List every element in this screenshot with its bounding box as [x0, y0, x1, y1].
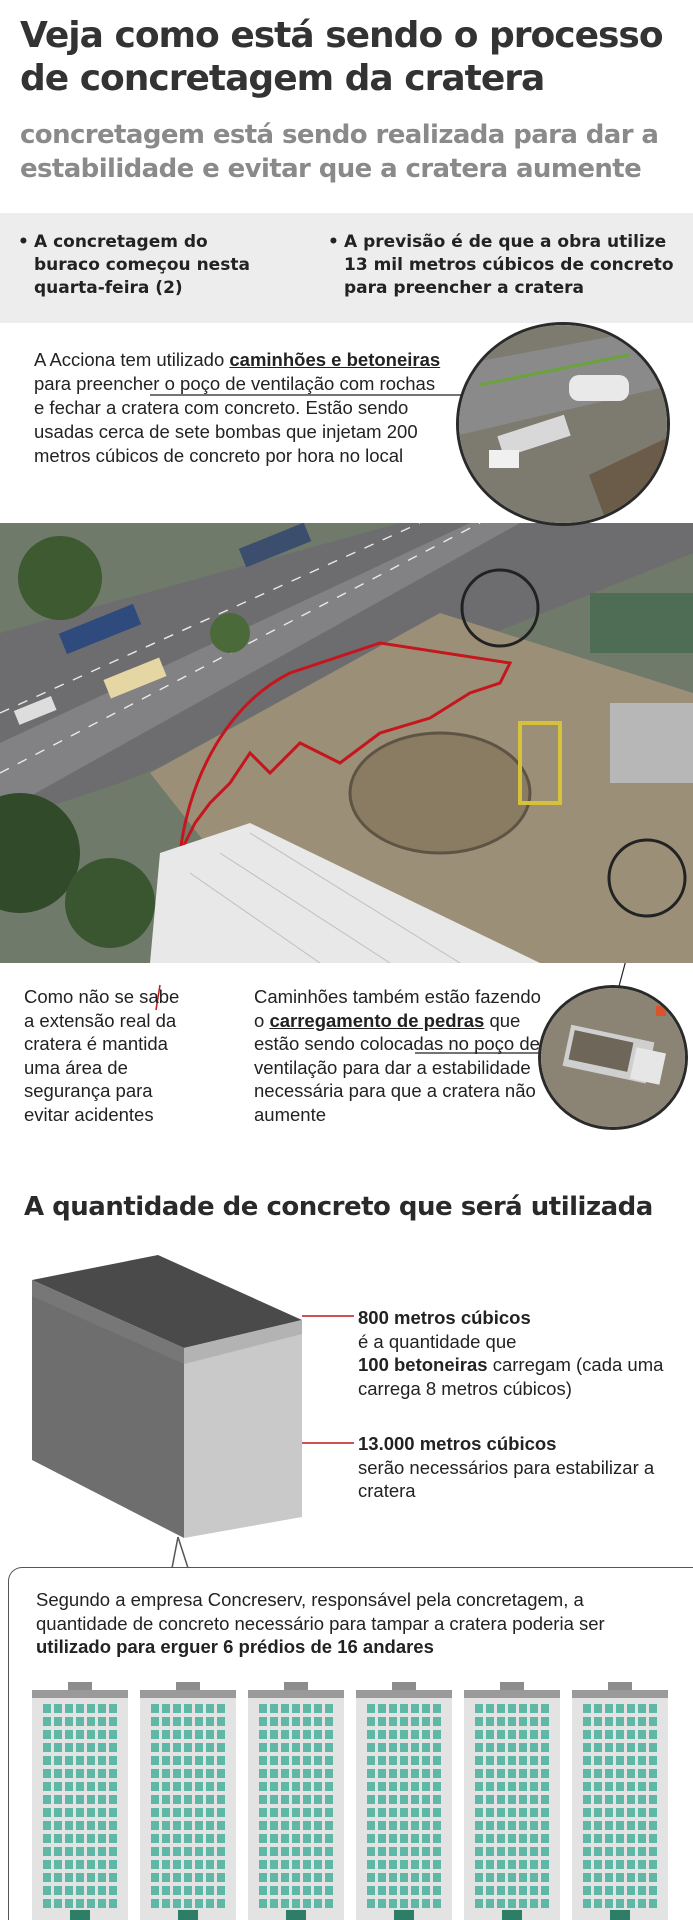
annotation-stones-loading — [254, 985, 544, 1126]
acciona-highlight: caminhões e betoneiras — [229, 349, 441, 370]
concrete-cube-icon — [28, 1252, 308, 1557]
building-icon — [572, 1682, 668, 1920]
building-icon — [356, 1682, 452, 1920]
zoom-circle-trucks-icon — [456, 322, 670, 526]
building-icon — [32, 1682, 128, 1920]
building-icon — [140, 1682, 236, 1920]
building-icon — [464, 1682, 560, 1920]
building-icon — [248, 1682, 344, 1920]
quantity-section-title: A quantidade de concreto que será utilizada — [24, 1192, 653, 1222]
fact1-highlight-2: 100 betoneiras — [358, 1354, 488, 1375]
title-line-2: de concretagem da cratera — [20, 58, 545, 99]
fact2-highlight: 13.000 metros cúbicos — [358, 1433, 557, 1454]
subtitle-line-1: concretagem está sendo realizada para dar a — [20, 120, 659, 150]
annotation-safety-area: Como não se sabe a extensão real da cratera é mantida uma área de segurança para evitar acidentes — [24, 986, 180, 1125]
subtitle-line-2: estabilidade e evitar que a cratera aumente — [20, 154, 642, 184]
bullet-dot-icon: • — [18, 232, 29, 252]
callout-text-1: Segundo a empresa Concreserv, responsável pela concretagem, a quantidade de concreto necessário para tampar a cratera poderia ser — [36, 1589, 605, 1634]
fact-800-cubic-meters — [358, 1306, 678, 1400]
annotation-text-1: Caminhões também estão fazendo o — [254, 986, 541, 1031]
fact1-highlight: 800 metros cúbicos — [358, 1307, 531, 1328]
bullet-text: A previsão é de que a obra utilize 13 mil metros cúbicos de concreto para preencher a cratera — [344, 232, 674, 298]
bullet-dot-icon: • — [328, 232, 339, 252]
buildings-illustration — [0, 1680, 693, 1920]
zoom-circle-truck-stones-icon — [538, 985, 688, 1130]
annotation-text-2: que estão sendo colocadas no poço de ventilação para dar a estabilidade necessária para que a cratera não aumente — [254, 1009, 540, 1125]
fact1-text-2: carregam (cada uma carrega 8 metros cúbicos) — [358, 1354, 664, 1399]
callout-highlight: utilizado para erguer 6 prédios de 16 andares — [36, 1636, 434, 1657]
fact-13000-cubic-meters — [358, 1432, 678, 1503]
fact1-text-1: é a quantidade que — [358, 1330, 517, 1352]
aerial-photo — [0, 523, 693, 963]
title-line-1: Veja como está sendo o processo — [20, 15, 663, 56]
acciona-text-2: para preencher o poço de ventilação com rochas e fechar a cratera com concreto. Estão sendo usadas cerca de sete bombas que injetam 200 metros cúbicos de concreto por hora no local — [34, 373, 436, 466]
callout-text — [36, 1588, 676, 1659]
annotation-highlight: carregamento de pedras — [269, 1009, 485, 1031]
fact2-text: serão necessários para estabilizar a cratera — [358, 1456, 655, 1501]
bullet-text: A concretagem do buraco começou nesta quarta-feira (2) — [34, 232, 250, 298]
buildings-row — [0, 1680, 693, 1920]
acciona-text-1: A Acciona tem utilizado — [34, 349, 230, 370]
